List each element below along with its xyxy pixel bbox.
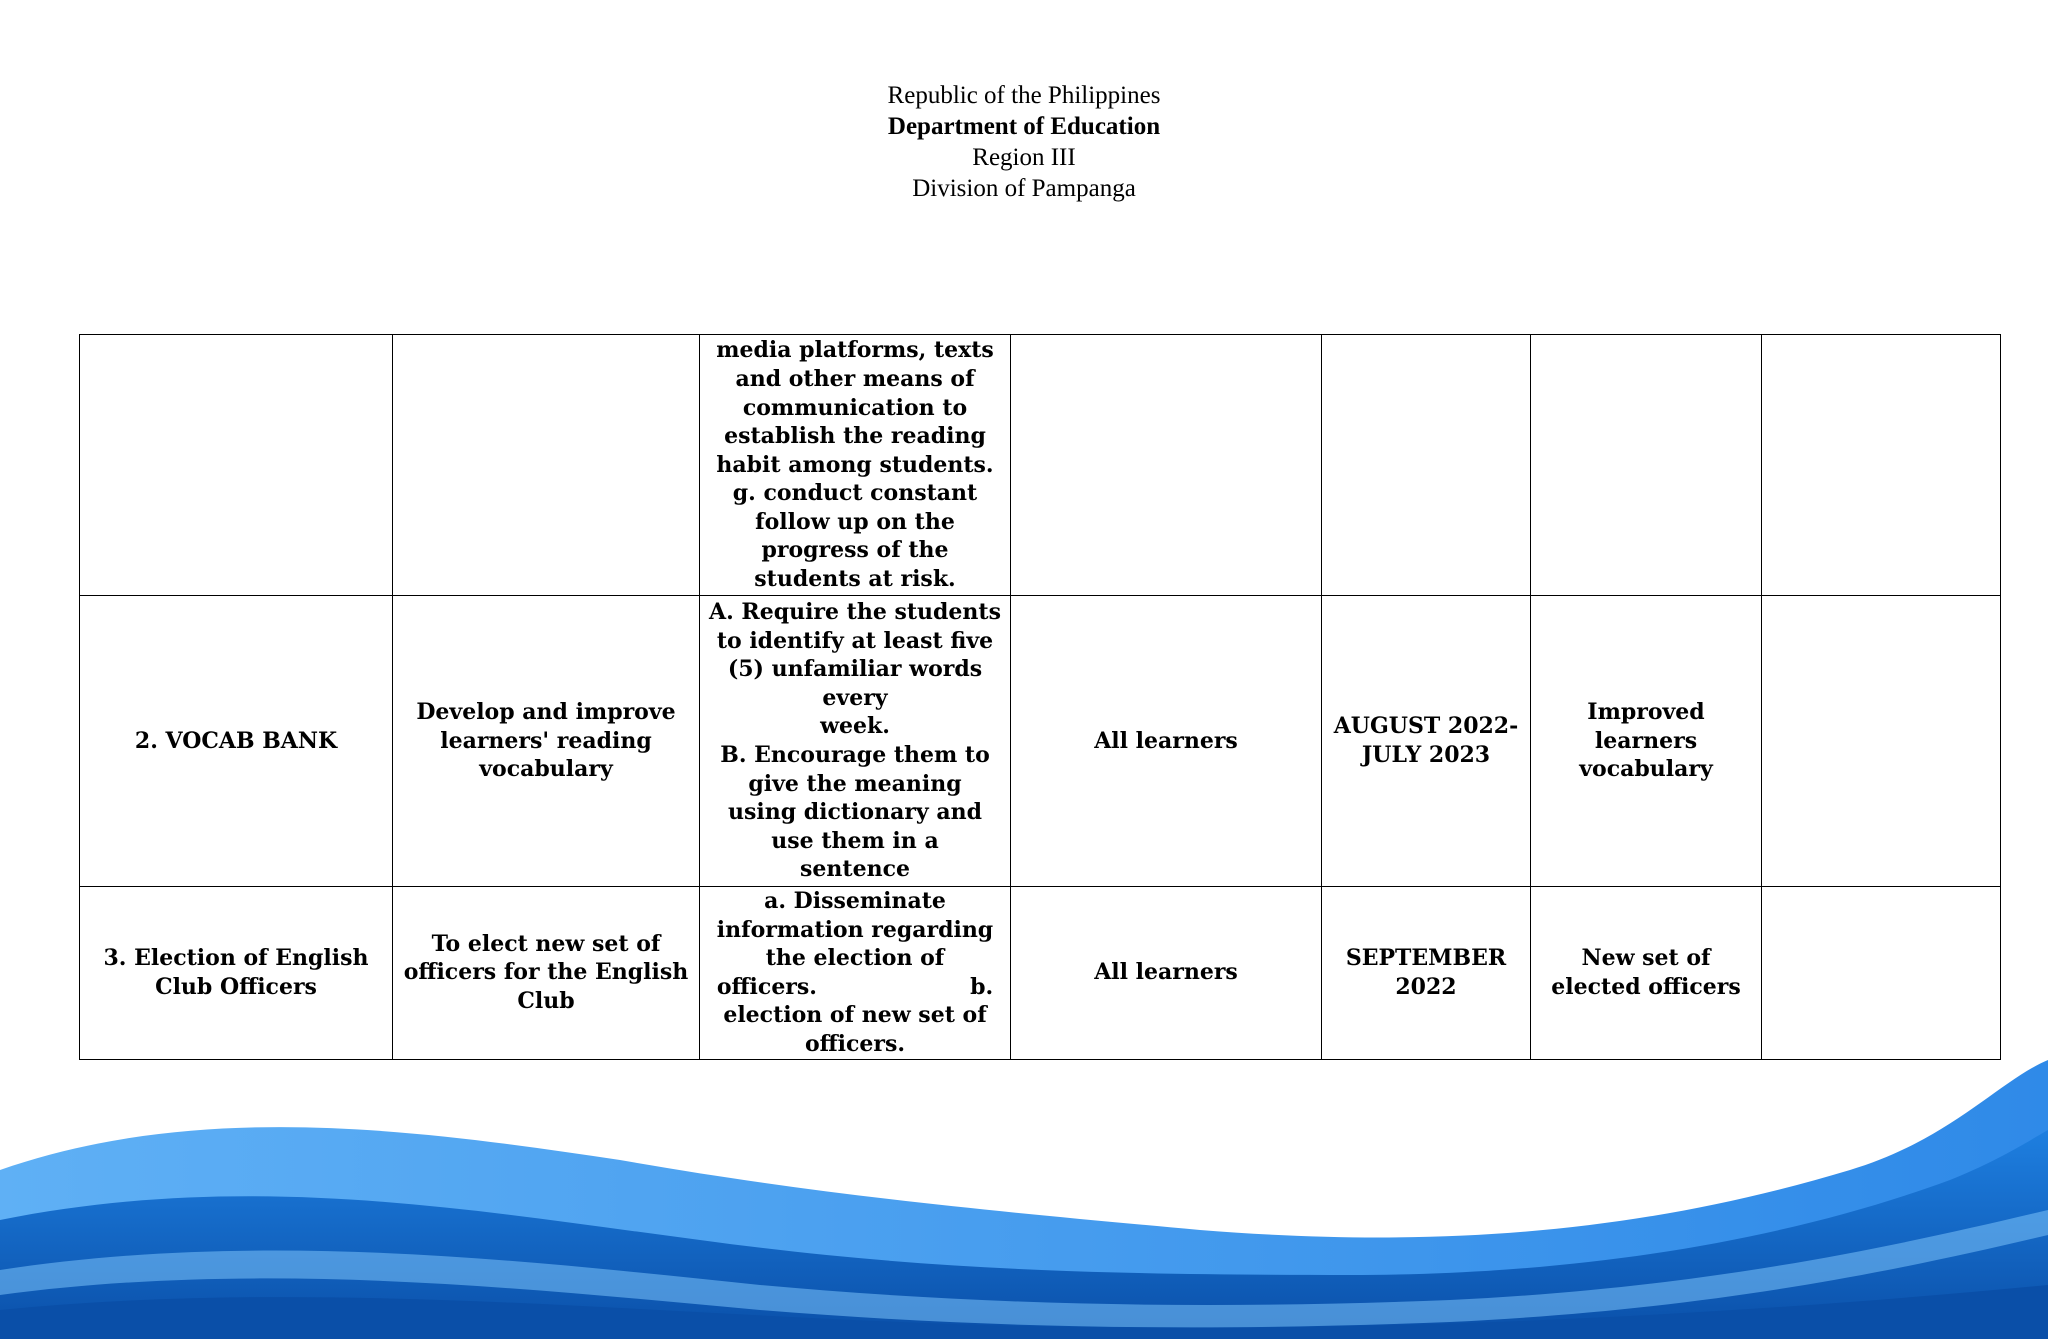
header-republic: Republic of the Philippines — [887, 82, 1161, 109]
activity-cell — [80, 335, 393, 596]
table-row — [80, 335, 2001, 596]
strategy-line: progress of the — [761, 537, 949, 564]
strategy-line: communication to — [742, 394, 968, 421]
strategy-line: students at risk. — [754, 566, 956, 593]
strategy-line: a. Disseminate — [764, 888, 946, 914]
time-frame-cell — [1322, 335, 1531, 596]
strategies-cell — [700, 335, 1011, 596]
strategy-line: A. Require the students — [709, 599, 1001, 626]
strategy-line: using dictionary and — [727, 799, 983, 826]
persons-cell: All learners — [1011, 596, 1322, 887]
objective-cell: To elect new set of officers for the English Club — [393, 887, 700, 1060]
strategy-line: information regarding — [716, 916, 994, 943]
strategy-line: (5) unfamiliar words — [727, 656, 983, 683]
expected-output-cell — [1531, 335, 1762, 596]
strategy-line: sentence — [800, 856, 910, 883]
strategy-line: media platforms, texts — [716, 337, 994, 364]
table-row — [80, 596, 2001, 887]
strategy-line: habit among students. — [716, 451, 994, 478]
time-frame-cell: SEPTEMBER 2022 — [1322, 887, 1531, 1060]
header-department: Department of Education — [887, 113, 1161, 140]
strategy-line: B. Encourage them to — [720, 742, 990, 768]
expected-output-cell: Improved learners vocabulary — [1531, 596, 1762, 887]
strategy-line: every — [822, 684, 888, 711]
strategy-line: give the meaning — [748, 770, 962, 797]
persons-cell: All learners — [1011, 887, 1322, 1060]
header-division: Division of Pampanga — [912, 175, 1136, 202]
strategy-line: the election of — [765, 945, 945, 972]
remarks-cell — [1762, 335, 2001, 596]
action-plan-table — [79, 334, 2001, 1060]
strategy-line: to identify at least five — [716, 627, 994, 654]
strategy-line: officers. b. — [716, 973, 994, 1000]
persons-cell — [1011, 335, 1322, 596]
strategy-line: follow up on the — [755, 508, 955, 535]
strategy-line: officers. — [804, 1030, 906, 1057]
strategy-line: g. conduct constant — [732, 480, 978, 507]
strategies-cell — [700, 596, 1011, 887]
time-frame-cell: AUGUST 2022- JULY 2023 — [1322, 596, 1531, 887]
table-row — [80, 887, 2001, 1060]
header-region: Region III — [972, 144, 1076, 171]
objective-cell — [393, 335, 700, 596]
objective-cell: Develop and improve learners' reading vocabulary — [393, 596, 700, 887]
document-header — [0, 80, 2048, 204]
blue-wave-footer — [0, 1060, 2048, 1339]
strategy-line: use them in a — [771, 827, 939, 854]
strategies-cell — [700, 887, 1011, 1060]
strategy-line: election of new set of — [723, 1002, 987, 1029]
remarks-cell — [1762, 887, 2001, 1060]
strategy-line: and other means of — [735, 365, 975, 392]
strategy-line: week. — [820, 713, 890, 740]
expected-output-cell: New set of elected officers — [1531, 887, 1762, 1060]
strategy-line: establish the reading — [724, 423, 986, 450]
activity-cell: 3. Election of English Club Officers — [80, 887, 393, 1060]
activity-cell: 2. VOCAB BANK — [80, 596, 393, 887]
remarks-cell — [1762, 596, 2001, 887]
